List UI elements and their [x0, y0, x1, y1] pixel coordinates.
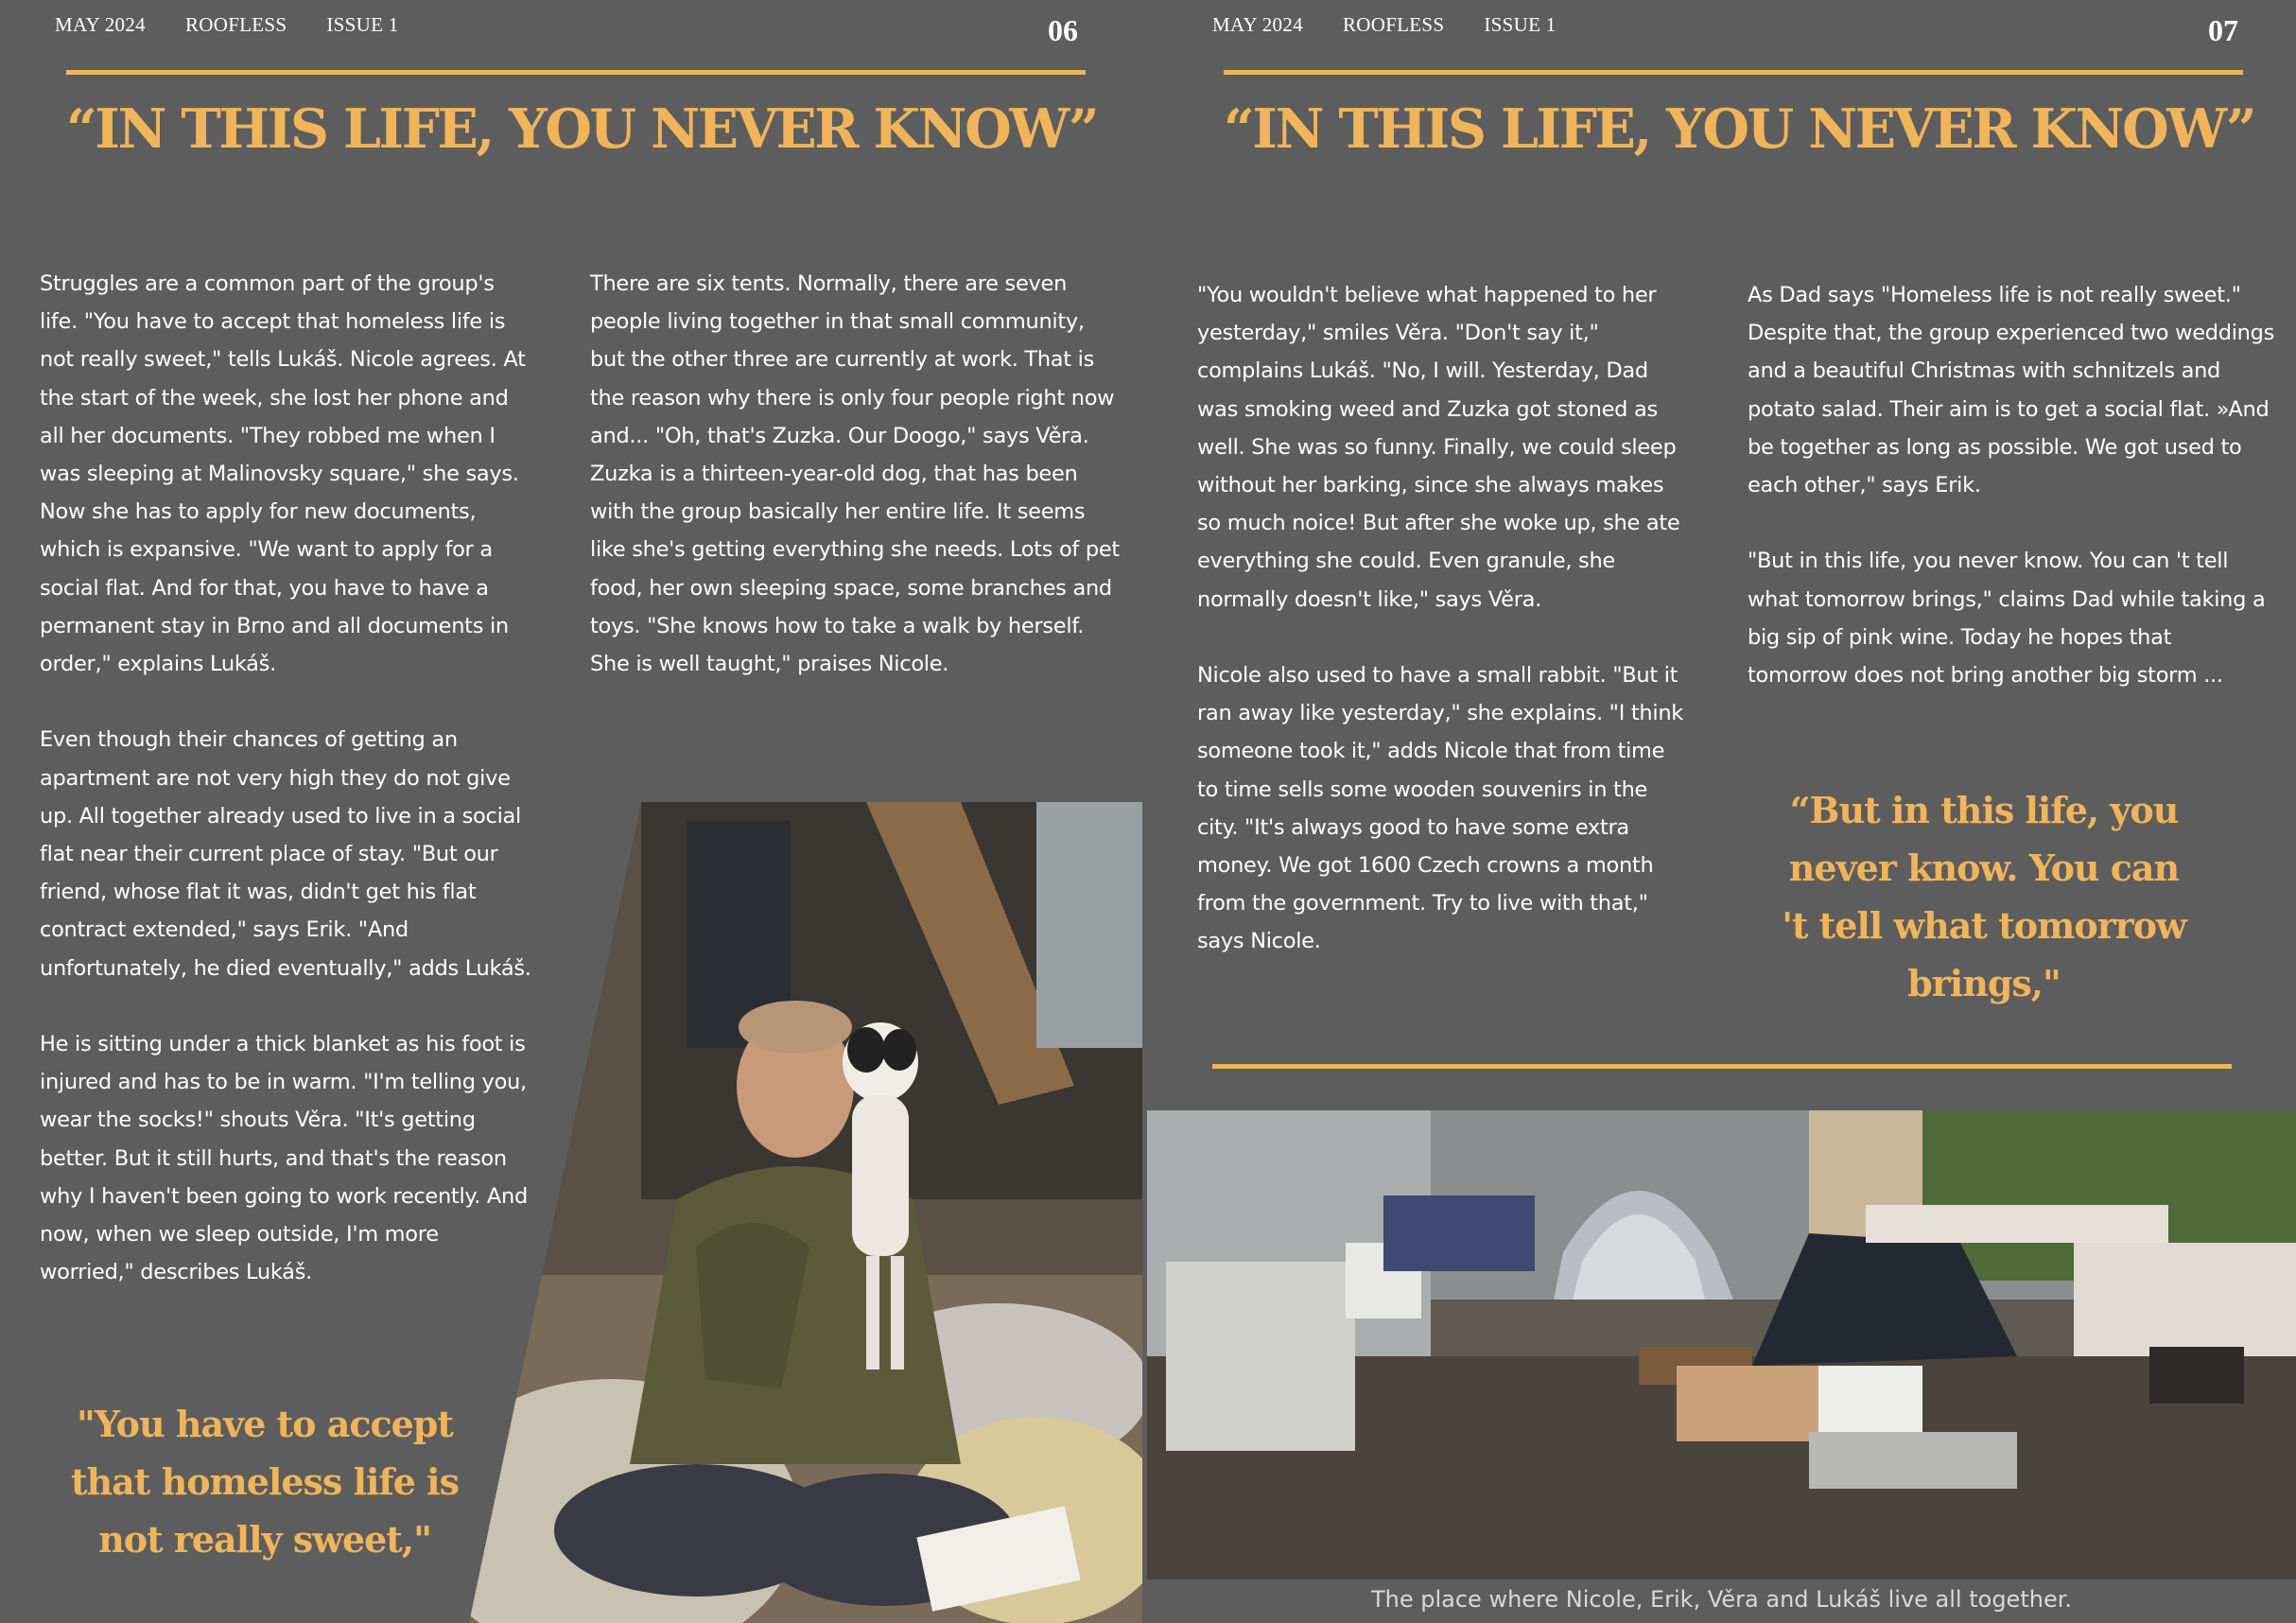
left-page: [0, 0, 1147, 1623]
camp-photo: [1147, 1110, 2296, 1579]
woman-with-dog-photo: [469, 802, 1142, 1623]
paragraph: Nicole also used to have a small rabbit. "But it ran away like yesterday," she explains. "I think someone took it," adds Nicole that from time to time sells some wooden souvenirs in the city. "It's always good to have some extra money. We got 1600 Czech crowns a month from the government. Try to live with that," says Nicole.: [1197, 663, 1684, 954]
article-column-2: [590, 265, 1120, 721]
page-header: [55, 13, 439, 37]
paragraph: He is sitting under a thick blanket as his foot is injured and has to be in warm. "I'm telling you, wear the socks!" shouts Věra. "It's getting better. But it still hurts, and that's the reason why I haven't been going to work recently. And now, when we sleep outside, I'm more worried," describes Lukáš.: [40, 1032, 528, 1285]
page-header: [1212, 13, 1596, 37]
woman-with-dog-image: [469, 802, 1142, 1623]
article-column-2: [1748, 276, 2277, 732]
header-rule: [66, 70, 1086, 75]
camp-image: [1147, 1110, 2296, 1579]
right-page: [1147, 0, 2296, 1623]
article-column-1: [1197, 276, 1689, 999]
header-issue: ISSUE 1: [326, 13, 399, 36]
photo-caption: The place where Nicole, Erik, Věra and Lukáš live all together.: [1370, 1586, 2072, 1613]
paragraph: "But in this life, you never know. You can 't tell what tomorrow brings," claims Dad while taking a big sip of pink wine. Today he hopes that tomorrow does not bring another big storm ...: [1748, 549, 2266, 689]
paragraph: "You wouldn't believe what happened to her yesterday," smiles Věra. "Don't say it," complains Lukáš. "No, I will. Yesterday, Dad was smoking weed and Zuzka got stoned as well. She was so funny. Finally, we could sleep without her barking, since she always makes so much noice! But after she woke up, she ate everything she could. Even granule, she normally doesn't like," says Věra.: [1197, 283, 1680, 612]
page-number: 07: [2208, 13, 2238, 47]
section-rule: [1212, 1064, 2232, 1069]
header-magazine: ROOFLESS: [184, 13, 287, 36]
header-rule: [1224, 70, 2243, 75]
page-title: “IN THIS LIFE, YOU NEVER KNOW”: [66, 97, 1098, 161]
page-title: “IN THIS LIFE, YOU NEVER KNOW”: [1224, 97, 2255, 161]
header-issue: ISSUE 1: [1484, 13, 1557, 36]
pull-quote: “But in this life, you never know. You can 't tell what tomorrow brings,": [1782, 789, 2186, 1004]
paragraph: Even though their chances of getting an apartment are not very high they do not give up. All together already used to live in a social flat near their current place of stay. "But our friend, whose flat it was, didn't get his flat contract extended," says Erik. "And unfortunately, he died eventually," adds Lukáš.: [40, 727, 531, 981]
header-magazine: ROOFLESS: [1342, 13, 1445, 36]
article-column-1: [40, 265, 531, 1330]
header-month: MAY 2024: [55, 13, 146, 36]
page-number: 06: [1048, 13, 1078, 47]
pull-quote: "You have to accept that homeless life is not really sweet,": [70, 1403, 460, 1561]
paragraph: There are six tents. Normally, there are seven people living together in that small community, but the other three are currently at work. That is the reason why there is only four people right now and... "Oh, that's Zuzka. Our Doogo," says Věra. Zuzka is a thirteen-year-old dog, that has been with the group basically her entire life. It seems like she's getting everything she needs. Lots of pet food, her own sleeping space, some branches and toys. "She knows how to take a walk by herself. She is well taught," praises Nicole.: [590, 271, 1120, 677]
paragraph: As Dad says "Homeless life is not really sweet." Despite that, the group experienced two weddings and a beautiful Christmas with schnitzels and potato salad. Their aim is to get a social flat. »And be together as long as possible. We got used to each other," says Erik.: [1748, 283, 2275, 498]
header-month: MAY 2024: [1212, 13, 1303, 36]
paragraph: Struggles are a common part of the group's life. "You have to accept that homeless life is not really sweet," tells Lukáš. Nicole agrees. At the start of the week, she lost her phone and all her documents. "They robbed me when I was sleeping at Malinovsky square," she says. Now she has to apply for new documents, which is expansive. "We want to apply for a social flat. And for that, you have to have a permanent stay in Brno and all documents in order," explains Lukáš.: [40, 271, 526, 677]
